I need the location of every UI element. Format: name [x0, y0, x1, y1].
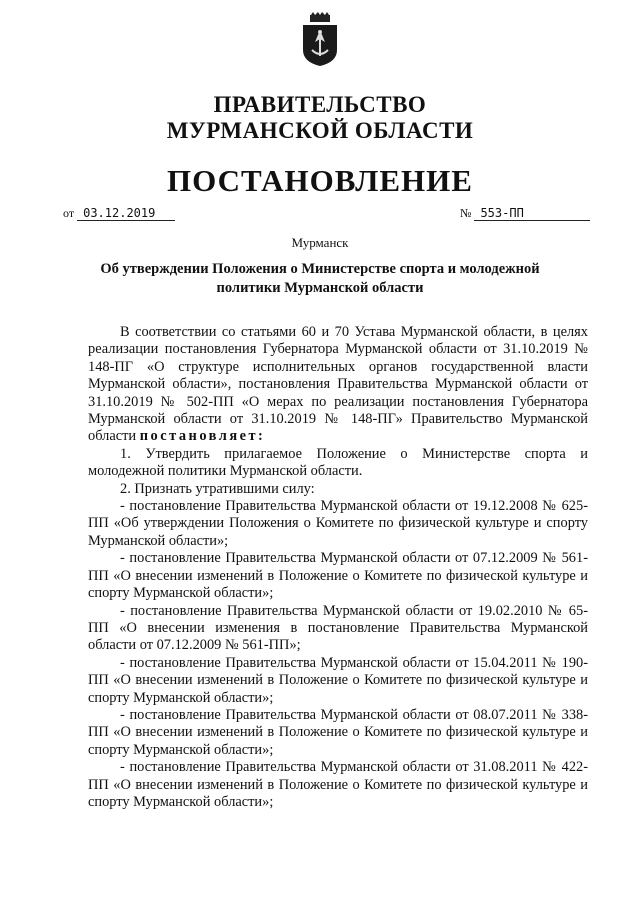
item-1: 1. Утвердить прилагаемое Положение о Министерстве спорта и молодежной политики Мурманской области.	[88, 445, 588, 480]
number-prefix: №	[460, 206, 472, 220]
date-prefix: от	[63, 206, 75, 220]
item-2: 2. Признать утратившими силу:	[120, 480, 315, 497]
intro-paragraph	[88, 324, 588, 446]
decrees-word: постановляет:	[139, 428, 266, 445]
document-type: ПОСТАНОВЛЕНИЕ	[167, 163, 473, 198]
revoked-item: - постановление Правительства Мурманской области от 31.08.2011 № 422-ПП «О внесении изменений в Положение о Комитете по физической культуре и спорту Мурманской области»;	[88, 759, 588, 810]
subject-line2: политики Мурманской области	[216, 280, 424, 296]
coat-of-arms-icon	[301, 12, 339, 66]
intro-text: В соответствии со статьями 60 и 70 Устава Мурманской области, в целях реализации постановления Губернатора Мурманской области от 31.10.2019 № 148-ПГ «О структуре исполнительных органов государственной власти Мурманской области», постановления Правительства Мурманской области от 31.10.2019 № 502-ПП «О мерах по реализации постановления Губернатора Мурманской области от 31.10.2019 № 148-ПГ» Правительство Мурманской области	[88, 324, 588, 445]
revoked-item: - постановление Правительства Мурманской области от 07.12.2009 № 561-ПП «О внесении изменений в Положение о Комитете по физической культуре и спорту Мурманской области»;	[88, 550, 588, 602]
number-value: 553-ПП	[474, 206, 590, 221]
revoked-item: - постановление Правительства Мурманской области от 19.02.2010 № 65-ПП «О внесении изменения в постановление Правительства Мурманской области от 07.12.2009 № 561-ПП»;	[88, 602, 588, 654]
city: Мурманск	[291, 235, 349, 250]
org-name-line2: МУРМАНСКОЙ ОБЛАСТИ	[166, 118, 474, 143]
subject-line1: Об утверждении Положения о Министерстве спорта и молодежной	[100, 261, 540, 277]
date-value: 03.12.2019	[77, 206, 175, 221]
revoked-item: - постановление Правительства Мурманской области от 15.04.2011 № 190-ПП «О внесении изменений в Положение о Комитете по физической культуре и спорту Мурманской области»;	[88, 654, 588, 706]
org-name-line1: ПРАВИТЕЛЬСТВО	[213, 92, 427, 117]
number-row	[460, 206, 590, 221]
revoked-item: - постановление Правительства Мурманской области от 19.12.2008 № 625-ПП «Об утверждении Положения о Комитете по физической культуре и спорту Мурманской области»;	[88, 498, 588, 549]
date-row	[63, 206, 175, 221]
revoked-item: - постановление Правительства Мурманской области от 08.07.2011 № 338-ПП «О внесении изменений в Положение о Комитете по физической культуре и спорту Мурманской области»;	[88, 706, 588, 758]
document-body	[88, 324, 588, 811]
subject-heading	[0, 260, 640, 298]
